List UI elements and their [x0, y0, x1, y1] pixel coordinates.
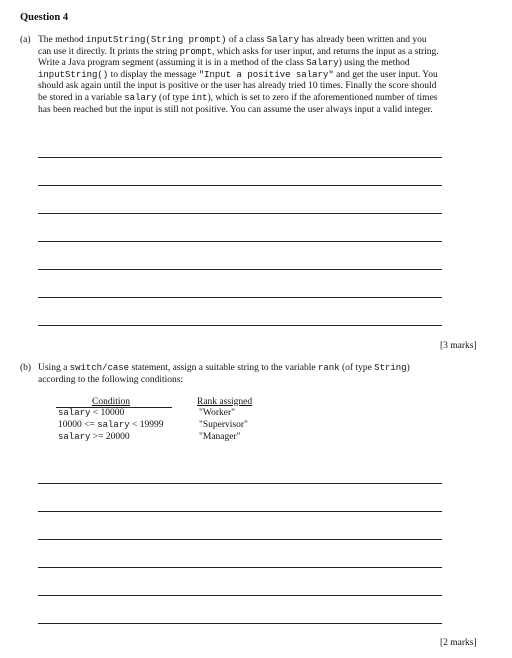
part-b-text — [38, 363, 442, 386]
body-text: 10000 <= — [58, 420, 98, 430]
body-text: Using a — [38, 363, 70, 373]
code-text: int — [191, 92, 208, 103]
rank-cell: "Worker" — [199, 408, 236, 418]
body-text: has already been written and you can use it directly. It prints the string — [38, 35, 427, 57]
answer-line[interactable] — [38, 213, 442, 214]
body-text: and get the user input. You should ask again until the input is positive or the user has already tried 10 times. Finally the score should be stored in a variable — [38, 69, 438, 103]
question-title: Question 4 — [20, 12, 69, 23]
condition-cell — [58, 420, 163, 430]
body-text: ), which is set to zero if the aforementioned number of times has been reached but the input is still not positive. You can assume the user always input a valid integer. — [38, 92, 438, 115]
body-text: of a class — [226, 35, 267, 45]
answer-line[interactable] — [38, 567, 442, 568]
part-b-paragraph — [38, 363, 442, 386]
body-text: The method — [38, 35, 87, 45]
answer-line[interactable] — [38, 623, 442, 624]
body-text: , which asks for user input, and returns the input as a string. Write a Java program segment (assuming it is in a method of the class — [38, 46, 439, 69]
answer-line[interactable] — [38, 297, 442, 298]
code-text: Salary — [306, 58, 339, 69]
table-header-rank: Rank assigned — [197, 397, 253, 407]
body-text: (of type — [156, 92, 192, 103]
code-text: "Input a positive salary" — [198, 69, 334, 80]
code-text: prompt — [179, 46, 212, 57]
body-text: ) according to the following conditions: — [38, 363, 410, 385]
answer-line[interactable] — [38, 483, 442, 484]
answer-line[interactable] — [38, 269, 442, 270]
table-header-condition: Condition — [92, 397, 131, 407]
body-text: >= 20000 — [90, 432, 130, 442]
body-text: to display the message — [108, 69, 199, 80]
rank-cell: "Supervisor" — [199, 420, 248, 430]
answer-line[interactable] — [38, 325, 442, 326]
part-a-marks: [3 marks] — [440, 341, 477, 351]
rank-cell: "Manager" — [199, 432, 241, 442]
answer-line[interactable] — [38, 241, 442, 242]
part-a-paragraph — [38, 35, 442, 116]
answer-line[interactable] — [38, 595, 442, 596]
body-text: (of type — [339, 363, 375, 373]
code-text: String — [374, 363, 407, 373]
part-b-label: (b) — [20, 363, 32, 373]
part-a-text — [38, 35, 442, 116]
answer-line[interactable] — [38, 539, 442, 540]
part-b-marks: [2 marks] — [440, 638, 477, 648]
answer-line[interactable] — [38, 185, 442, 186]
body-text: statement, assign a suitable string to the variable — [129, 363, 318, 373]
condition-cell — [58, 432, 130, 442]
condition-cell — [58, 408, 124, 418]
code-text: inputString() — [38, 69, 109, 80]
body-text: ) using the method — [338, 58, 410, 69]
code-text: rank — [318, 363, 340, 373]
code-text: switch/case — [69, 363, 130, 373]
code-text: Salary — [266, 35, 299, 45]
code-text: salary — [124, 92, 157, 103]
body-text: < 10000 — [90, 408, 125, 418]
answer-line[interactable] — [38, 511, 442, 512]
code-text: salary — [58, 432, 91, 442]
code-text: salary — [97, 420, 130, 430]
code-text: inputString(String prompt) — [86, 35, 227, 45]
body-text: < 19999 — [129, 420, 164, 430]
part-a-label: (a) — [20, 35, 31, 45]
code-text: salary — [58, 408, 91, 418]
answer-line[interactable] — [38, 157, 442, 158]
